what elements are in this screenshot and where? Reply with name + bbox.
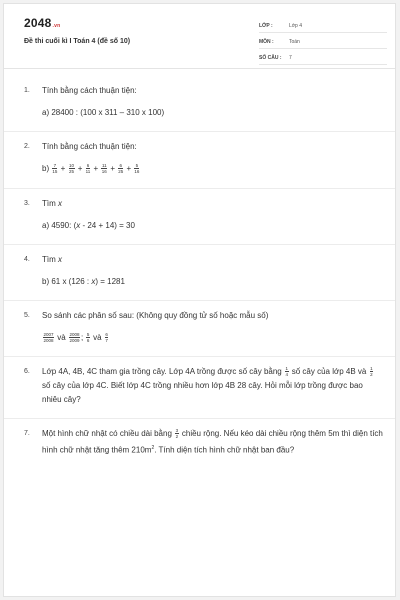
question-separator: [4, 300, 395, 301]
question-number: 1.: [24, 87, 30, 94]
logo-tld: .vn: [52, 23, 61, 29]
question-number: 5.: [24, 312, 30, 319]
header: [4, 4, 395, 66]
superscript: 2: [151, 445, 155, 451]
question-4: [24, 253, 384, 289]
question-text: Tính bằng cách thuận tiện:: [42, 142, 137, 151]
question-number: 7.: [24, 430, 30, 437]
meta-value: Lớp 4: [289, 23, 303, 29]
fraction: $\frac{2007}{2008}$: [43, 332, 54, 344]
fraction: $\frac{3}{2}$: [175, 428, 179, 440]
fraction: $\frac{2008}{2009}$: [69, 332, 80, 344]
question-number: 2.: [24, 143, 30, 150]
question-separator: [4, 418, 395, 419]
question-part: a) 4590: (x - 24 + 14) = 30: [42, 221, 135, 230]
fraction: $\frac{11}{16}$: [101, 163, 107, 175]
question-text: Tìm x: [42, 199, 62, 208]
fraction: $\frac{1}{2}$: [370, 366, 373, 378]
question-1: [24, 84, 384, 120]
meta-label: LỚP :: [259, 23, 273, 29]
header-divider: [4, 68, 395, 69]
question-part: a) 28400 : (100 x 311 – 310 x 100): [42, 108, 165, 117]
question-part: b) 61 x (126 : x) = 1281: [42, 277, 125, 286]
question-text: Một hình chữ nhật có chiều dài bằng $\frac{3}{2}$ chiều rộng. Nếu kéo dài chiều rộng thêm 5m thì diện tích hình chữ nhật tăng thêm $210m^2$. Tính diện tích hình chữ nhật ban đầu?: [42, 428, 383, 455]
question-separator: [4, 188, 395, 189]
site-logo[interactable]: [24, 16, 60, 30]
meta-row-subject: [259, 36, 387, 49]
fraction: $\frac{1}{4}$: [285, 366, 288, 378]
question-2: [24, 140, 384, 176]
question-6: [24, 365, 384, 407]
fraction: $\frac{6}{7}$: [105, 332, 108, 344]
meta-value: Toán: [289, 39, 300, 45]
question-text: Tính bằng cách thuận tiện:: [42, 86, 137, 95]
question-text: Tìm x: [42, 255, 62, 264]
meta-label: MÔN :: [259, 39, 274, 45]
question-number: 6.: [24, 368, 30, 375]
question-5: [24, 309, 384, 345]
question-separator: [4, 356, 395, 357]
question-3: [24, 197, 384, 233]
question-number: 4.: [24, 256, 30, 263]
question-part: b) $\frac{7}{15}$ + $\frac{10}{25}$ + $\frac{6}{11}$ + $\frac{11}{16}$ + $\frac{6}{25}$ + $\frac{5}{16}$: [42, 163, 140, 175]
question-part: $\frac{2007}{2008}$ và $\frac{2008}{2009}$ ; $\frac{5}{6}$ và $\frac{6}{7}$: [43, 332, 108, 344]
logo-main: 2048: [24, 16, 52, 30]
meta-value: 7: [289, 55, 292, 61]
fraction: $\frac{6}{11}$: [85, 163, 91, 175]
fraction: $\frac{5}{16}$: [134, 163, 140, 175]
question-text: So sánh các phân số sau: (Không quy đồng tử số hoặc mẫu số): [42, 311, 269, 320]
question-text: Lớp 4A, 4B, 4C tham gia trồng cây. Lớp 4A trồng được số cây bằng $\frac{1}{4}$ số cây của lớp 4B và $\frac{1}{2}$ số cây của lớp 4C. Biết lớp 4C trồng nhiều hơn lớp 4B 28 cây. Hỏi mỗi lớp trồng được bao nhiêu cây?: [42, 366, 373, 404]
meta-row-count: [259, 52, 387, 65]
exam-paper: [3, 3, 396, 597]
meta-row-grade: [259, 20, 387, 33]
fraction: $\frac{10}{25}$: [69, 163, 75, 175]
question-separator: [4, 131, 395, 132]
part-label: b): [42, 164, 50, 173]
exam-title: Đề thi cuối kì I Toán 4 (đề số 10): [24, 38, 131, 45]
fraction: $\frac{6}{25}$: [118, 163, 124, 175]
question-separator: [4, 244, 395, 245]
question-7: [24, 427, 384, 458]
question-number: 3.: [24, 200, 30, 207]
fraction: $\frac{5}{6}$: [86, 332, 90, 344]
meta-label: SỐ CÂU :: [259, 55, 282, 61]
fraction: $\frac{7}{15}$: [52, 163, 58, 175]
meta-info: [259, 20, 387, 68]
